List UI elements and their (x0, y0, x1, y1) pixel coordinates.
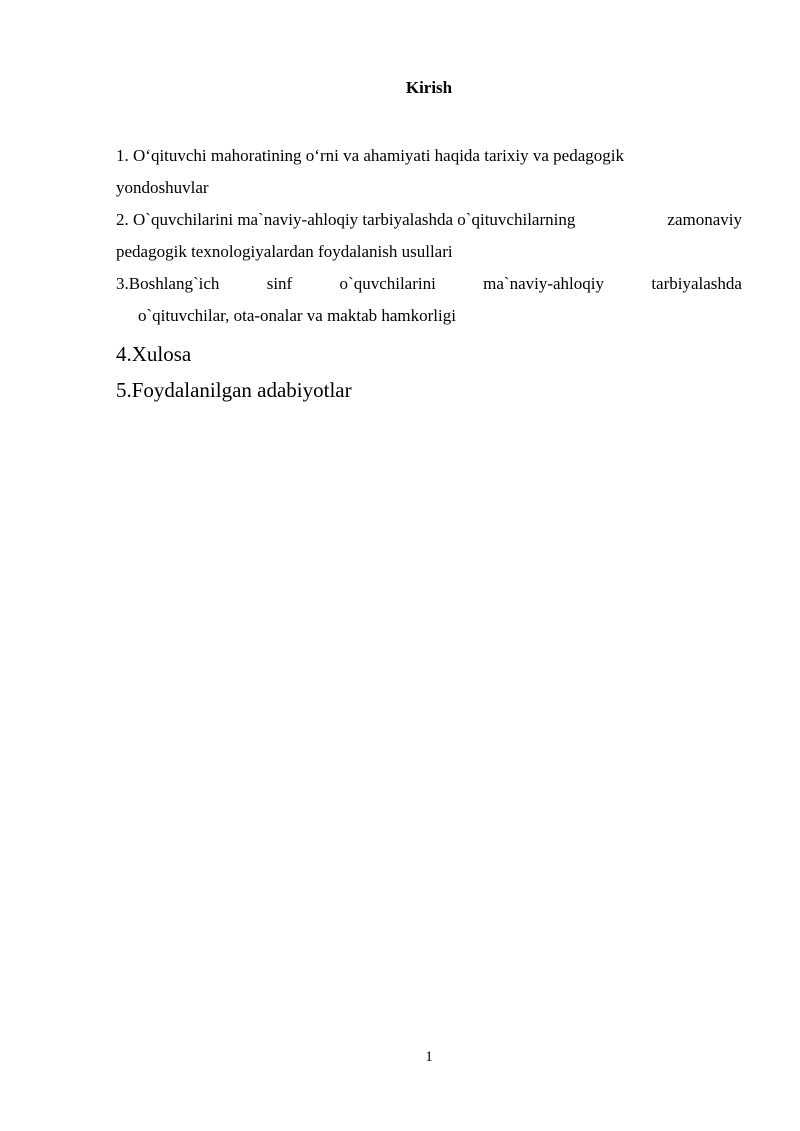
toc-item-3-word: 3.Boshlang`ich (116, 274, 220, 293)
section-title: Kirish (405, 78, 453, 97)
toc-item-3-word: o`quvchilarini (339, 274, 436, 293)
toc-item-3-line-2: o`qituvchilar, ota-onalar va maktab hamkorligi (138, 306, 456, 325)
toc-item-3-word: tarbiyalashda (651, 274, 742, 293)
toc-item-2-line-1 (116, 204, 742, 236)
toc-item-2-word: zamonaviy (667, 210, 742, 229)
toc-item-3-word: ma`naviy-ahloqiy (483, 274, 605, 293)
toc-item-3-line-1 (116, 268, 742, 300)
toc-item-4: 4.Xulosa (116, 342, 192, 366)
toc-item-3 (116, 268, 742, 332)
page-number: 1 (425, 1049, 433, 1065)
toc-item-3-word: sinf (266, 274, 293, 293)
toc-item-1 (116, 140, 742, 204)
toc-item-1-line-2: yondoshuvlar (116, 178, 209, 197)
toc-item-5: 5.Foydalanilgan adabiyotlar (116, 378, 352, 402)
toc-item-2 (116, 204, 742, 268)
table-of-contents (116, 140, 742, 403)
toc-item-2-line-2: pedagogik texnologiyalardan foydalanish usullari (116, 242, 453, 261)
toc-item-2-word: 2. O`quvchilarini ma`naviy-ahloqiy tarbiyalashda o`qituvchilarning (116, 210, 576, 229)
toc-item-1-line-1: 1. O‘qituvchi mahoratining o‘rni va ahamiyati haqida tarixiy va pedagogik (116, 146, 624, 165)
